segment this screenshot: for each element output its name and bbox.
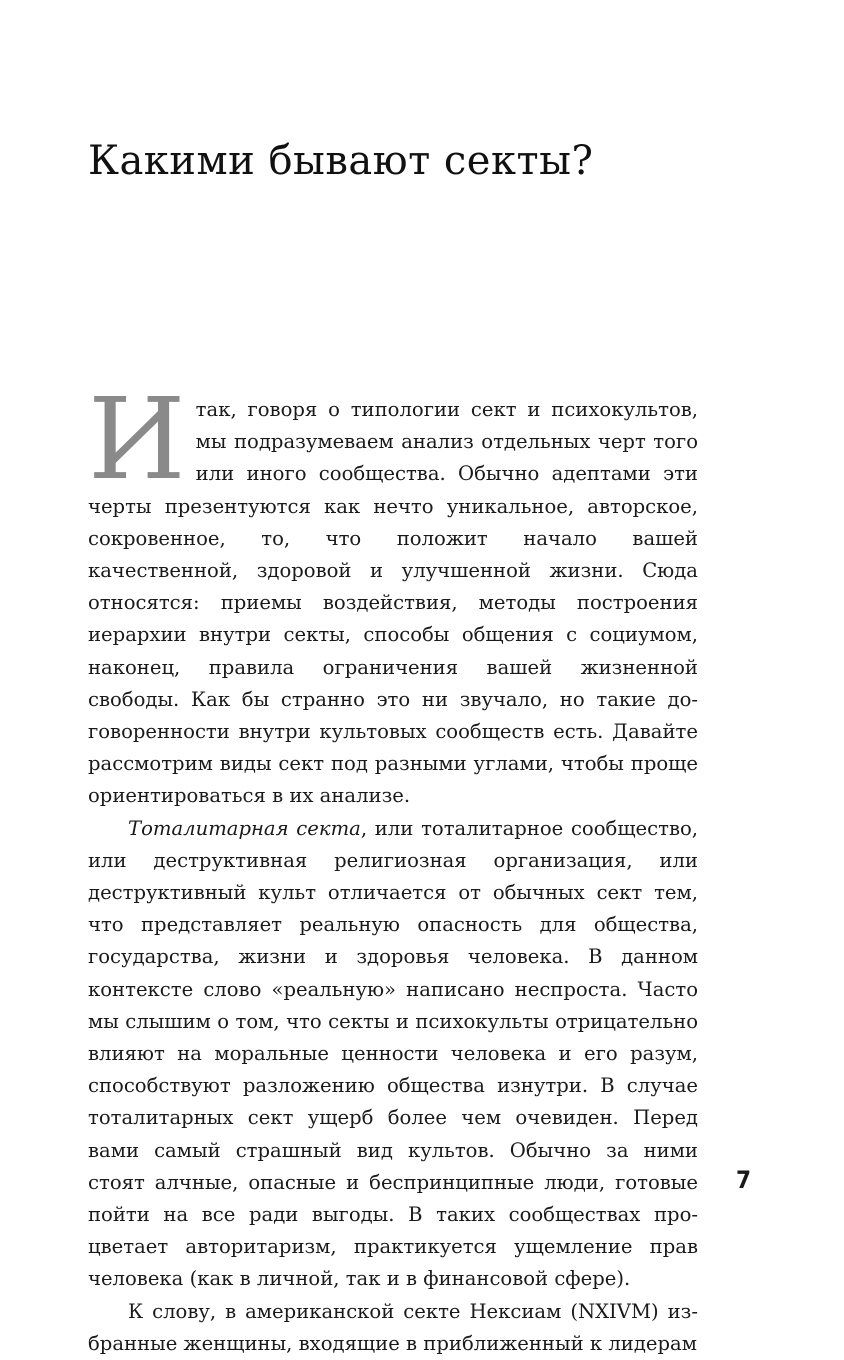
chapter-title: Какими бывают секты? xyxy=(88,138,594,184)
italic-term: Тоталитарная секта xyxy=(128,816,361,840)
page-number: 7 xyxy=(736,1166,752,1194)
drop-cap: И xyxy=(88,375,186,505)
paragraph-3 xyxy=(88,1296,698,1360)
paragraph-2 xyxy=(88,813,698,1296)
paragraph-3-text: К слову, в американской секте Нексиам (NXIVM) избранные женщины, входящие в приближенный к лидерам xyxy=(88,1299,698,1355)
paragraph-1-text: так, говоря о типологии сект и психокультов, мы подразумеваем анализ отдельных черт того или иного сообщества. Обычно адептами эти черты презентуются как нечто уникальное, авторское, сокровенное, то, что положит начало вашей качественной, здоровой и улучшенной жизни. Сюда относятся: приемы воздействия, методы построения иерархии внутри секты, способы общения с социумом, наконец, правила ограничения вашей жизненной свободы. Как бы странно это ни звучало, но такие договоренности внутри культовых сообществ есть. Давайте рассмотрим виды сект под разными углами, чтобы проще ориентироваться в их анализе. xyxy=(88,398,698,808)
paragraph-2-text: , или тоталитарное сообщество, или деструктивная религиозная организация, или деструктивный культ отличается от обычных сект тем, что представляет реальную опасность для общества, государства, жизни и здоровья человека. В данном контексте слово «реальную» написано неспроста. Часто мы слышим о том, что секты и психокульты отрицательно влияют на моральные ценности человека и его разум, способствуют разложению общества изнутри. В случае тоталитарных сект ущерб более чем очевиден. Перед вами самый страшный вид культов. Обычно за ними стоят алчные, опасные и беспринципные люди, готовые пойти на все ради выгоды. В таких сообществах процветает авторитаризм, практикуется ущемление прав человека (как в личной, так и в финансовой сфере). xyxy=(88,816,698,1291)
paragraph-1 xyxy=(88,375,698,813)
body-text xyxy=(88,375,698,1360)
